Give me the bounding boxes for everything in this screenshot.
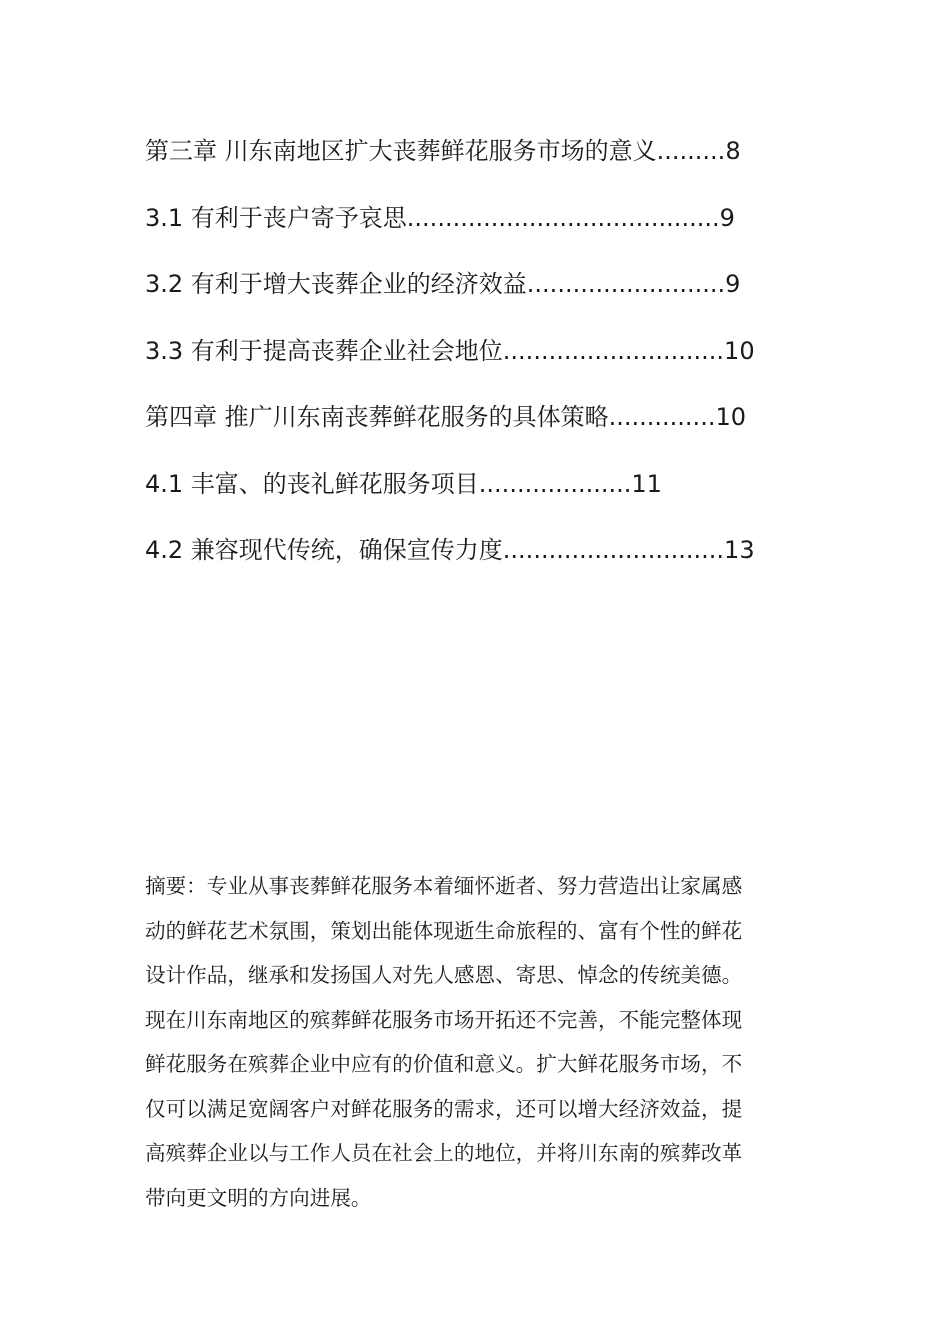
toc-entry-title: 4.1 丰富、的丧礼鲜花服务项目 [145,469,479,498]
toc-entry-title: 4.2 兼容现代传统，确保宣传力度 [145,536,503,564]
toc-entry-page: 8 [725,137,741,165]
toc-entry-title: 3.1 有利于丧户寄予哀思 [145,203,407,232]
abstract-line: 摘要：专业从事丧葬鲜花服务本着缅怀逝者、努力营造出让家属感 [145,874,743,898]
toc-entry-leader: ............................. [502,336,725,365]
toc-entry-title: 3.3 有利于提高丧葬企业社会地位 [145,336,503,365]
abstract-line: 动的鲜花艺术氛围，策划出能体现逝生命旅程的、富有个性的鲜花 [145,918,743,943]
toc-entry-leader: .......................... [526,270,726,298]
toc-entry[interactable] [145,195,825,262]
abstract-line: 高殡葬企业以与工作人员在社会上的地位，并将川东南的殡葬改革 [145,1141,743,1165]
toc-entry[interactable] [145,527,825,594]
abstract-line: 现在川东南地区的殡葬鲜花服务市场开拓还不完善，不能完整体现 [145,1007,743,1032]
toc-entry[interactable] [145,261,825,328]
toc-entry-page: 9 [719,203,735,232]
toc-entry-page: 9 [725,270,741,298]
toc-entry[interactable] [145,328,825,395]
toc-entry-leader: .................... [478,469,632,498]
abstract-paragraph [145,864,815,1220]
toc-entry-page: 13 [724,536,755,564]
toc-entry-title: 第四章 推广川东南丧葬鲜花服务的具体策略 [145,403,609,431]
toc-entry[interactable] [145,128,825,195]
toc-entry-page: 11 [631,469,662,498]
toc-entry-title: 3.2 有利于增大丧葬企业的经济效益 [145,270,527,298]
table-of-contents [145,128,825,594]
abstract-line: 鲜花服务在殡葬企业中应有的价值和意义。扩大鲜花服务市场，不 [145,1052,743,1076]
toc-entry-leader: ............................. [502,536,725,564]
toc-entry-leader: .............. [608,403,716,431]
abstract-line: 仅可以满足宽阔客户对鲜花服务的需求，还可以增大经济效益，提 [145,1096,743,1121]
toc-entry-title: 第三章 川东南地区扩大丧葬鲜花服务市场的意义 [145,137,657,165]
toc-entry-page: 10 [715,403,746,431]
toc-entry-page: 10 [724,336,755,365]
toc-entry[interactable] [145,394,825,461]
abstract-line: 设计作品，继承和发扬国人对先人感恩、寄思、悼念的传统美德。 [145,963,743,987]
toc-entry[interactable] [145,461,825,528]
toc-entry-leader: ......................................... [406,203,720,232]
abstract-line: 带向更文明的方向进展。 [145,1185,372,1210]
toc-entry-leader: ......... [656,137,726,165]
